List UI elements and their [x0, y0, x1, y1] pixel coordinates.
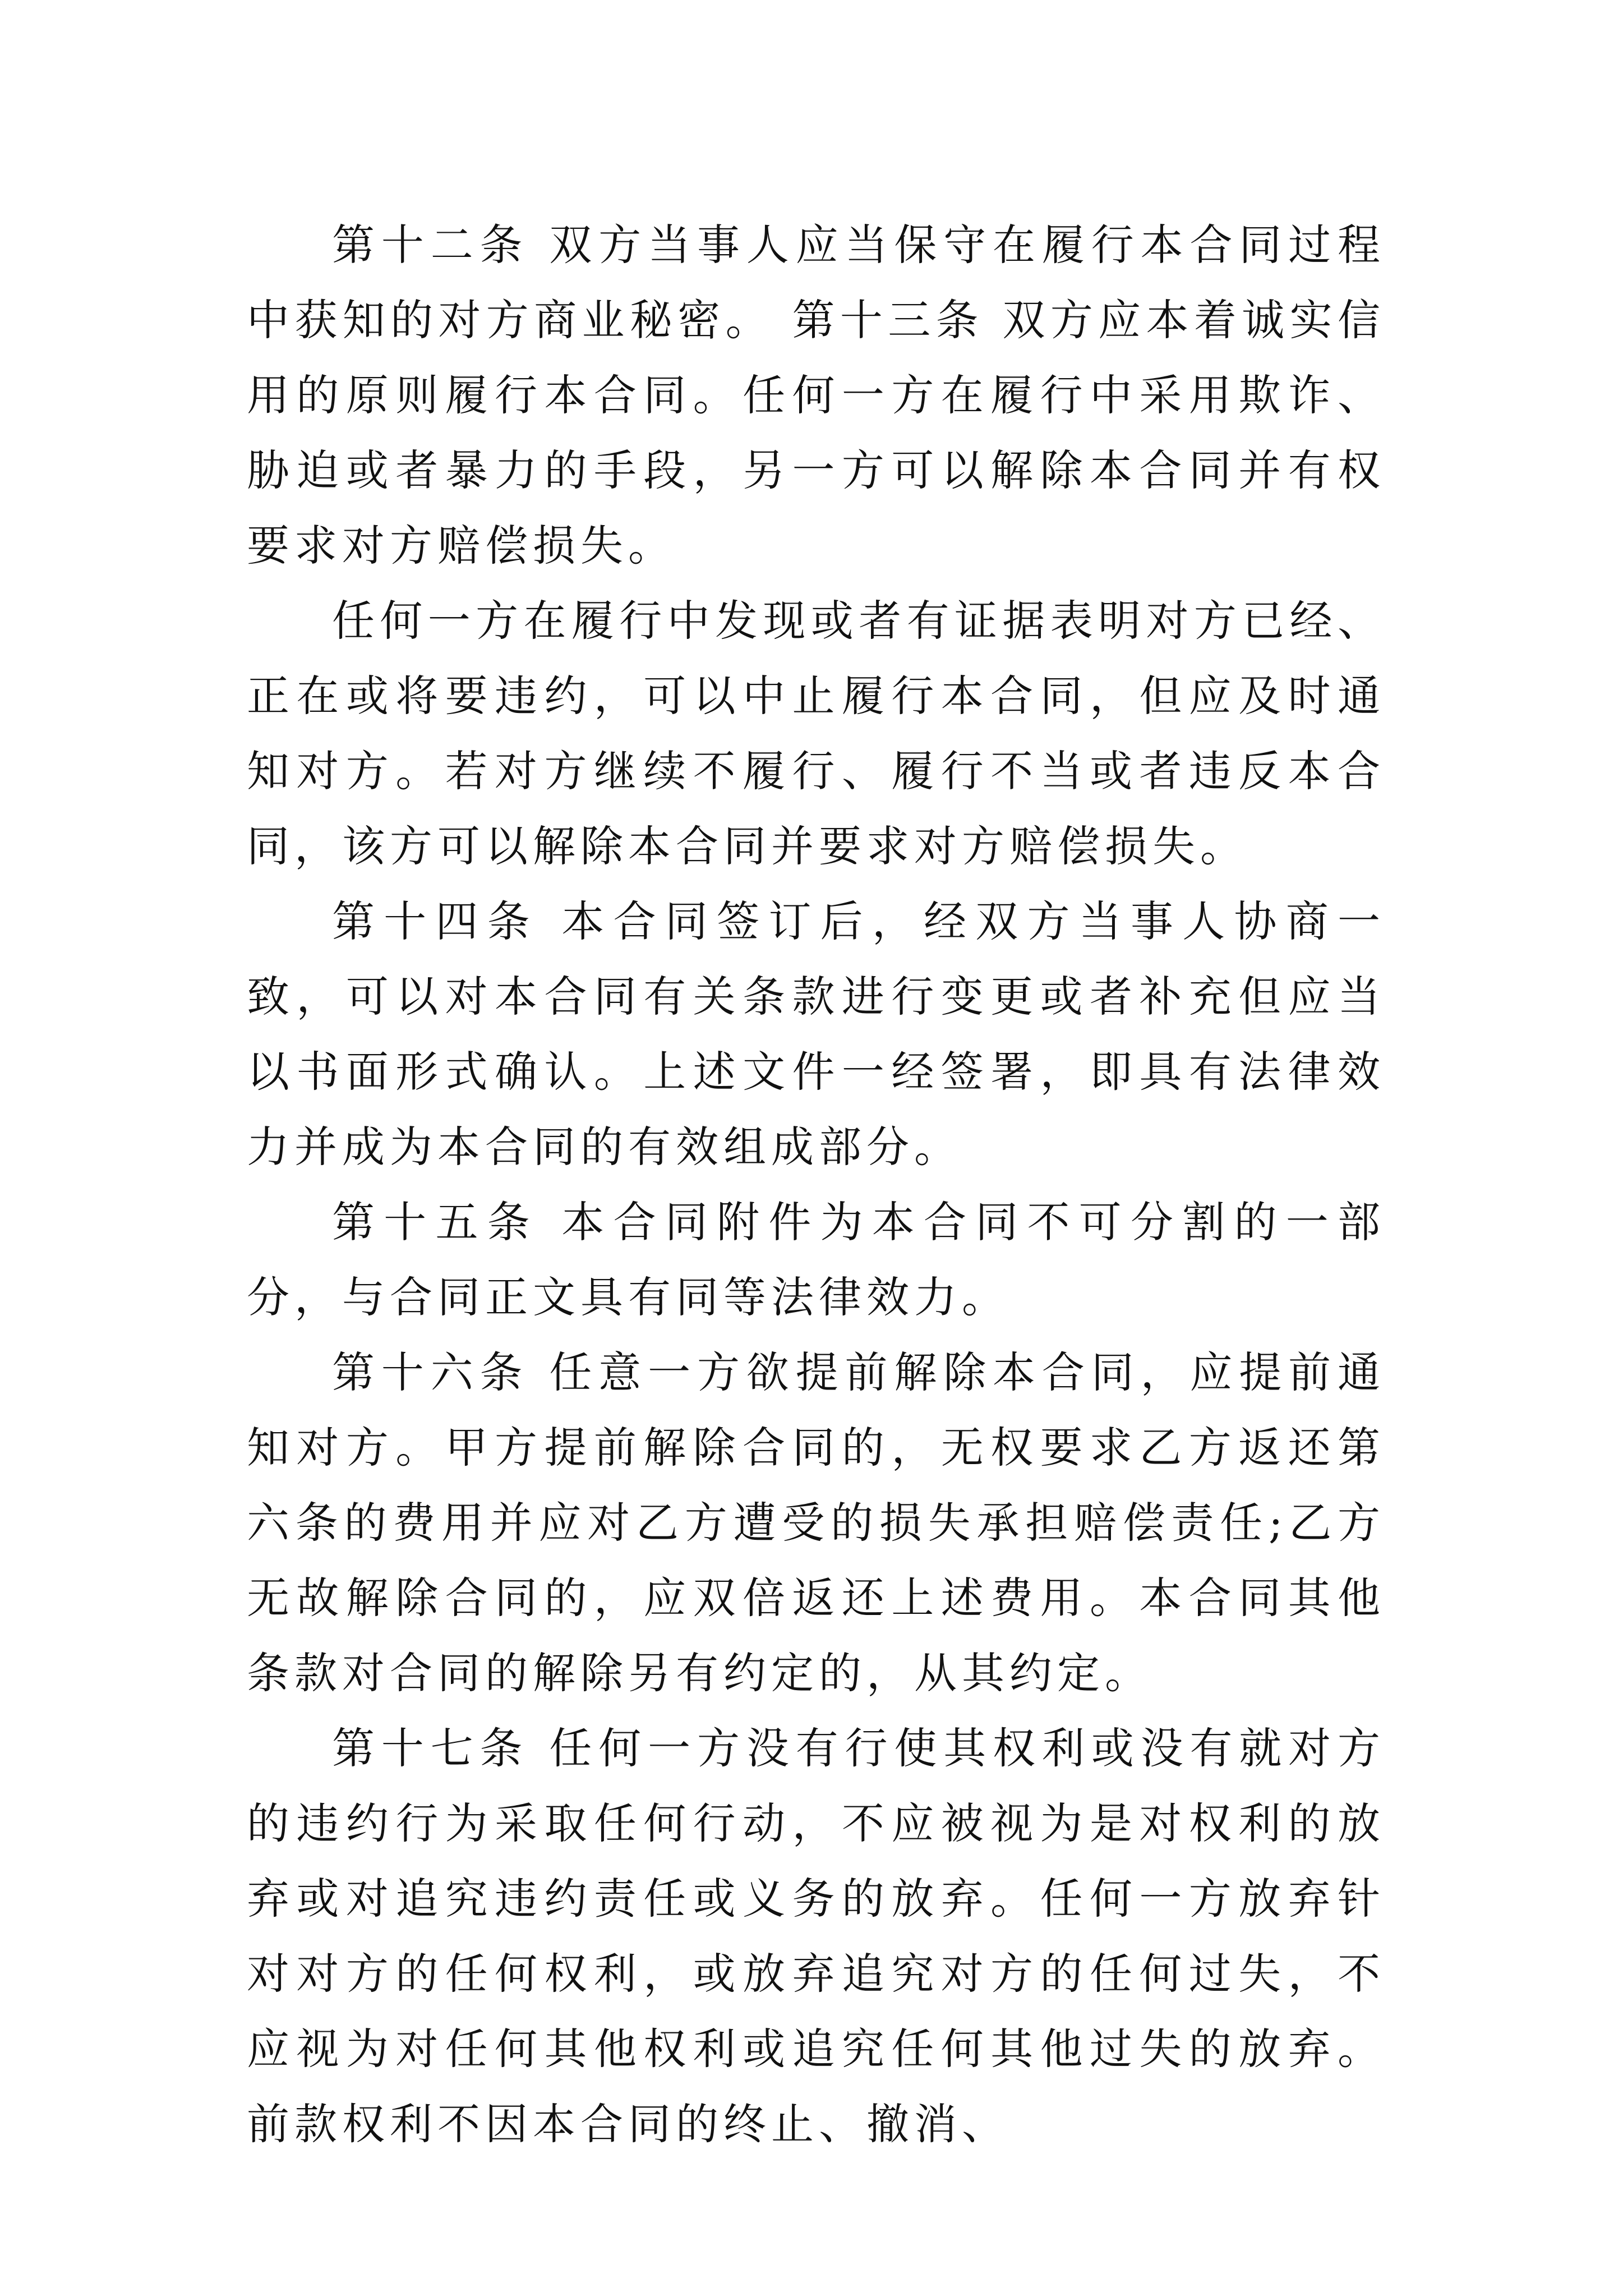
paragraph-clause-15: 第十五条 本合同附件为本合同不可分割的一部分，与合同正文具有同等法律效力。	[247, 1197, 1385, 1322]
paragraph-clause-17: 第十七条 任何一方没有行使其权利或没有就对方的违约行为采取任何行动，不应被视为是对权利的放弃或对追究违约责任或义务的放弃。任何一方放弃针对对方的任何权利，或放弃追究对方的任何过失，不应视为对任何其他权利或追究任何其他过失的放弃。前款权利不因本合同的终止、撤消、	[247, 1723, 1385, 2149]
paragraph-clause-16: 第十六条 任意一方欲提前解除本合同，应提前通知对方。甲方提前解除合同的，无权要求乙方返还第六条的费用并应对乙方遭受的损失承担赔偿责任;乙方无故解除合同的，应双倍返还上述费用。本合同其他条款对合同的解除另有约定的，从其约定。	[247, 1347, 1385, 1698]
paragraph-breach-suspension: 任何一方在履行中发现或者有证据表明对方已经、正在或将要违约，可以中止履行本合同，但应及时通知对方。若对方继续不履行、履行不当或者违反本合同，该方可以解除本合同并要求对方赔偿损失。	[247, 596, 1385, 871]
paragraph-clause-12-13: 第十二条 双方当事人应当保守在履行本合同过程中获知的对方商业秘密。 第十三条 双方应本着诚实信用的原则履行本合同。任何一方在履行中采用欺诈、胁迫或者暴力的手段，另一方可以解除本合同并有权要求对方赔偿损失。	[247, 220, 1385, 570]
paragraph-clause-14: 第十四条 本合同签订后，经双方当事人协商一致，可以对本合同有关条款进行变更或者补充但应当以书面形式确认。上述文件一经签署，即具有法律效力并成为本合同的有效组成部分。	[247, 896, 1385, 1172]
contract-body	[247, 208, 1385, 2162]
